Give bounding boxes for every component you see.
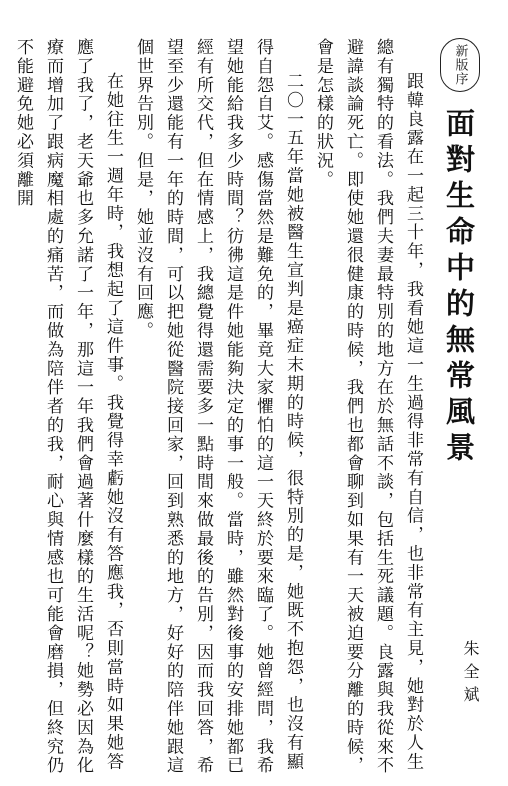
- page-title: 面對生命中的無常風景: [442, 108, 476, 468]
- paragraph-2: 二〇一五年當她被醫生宣判是癌症末期的時候，很特別的是，她既不抱怨，也沒有顯得自怨自艾。感傷當然是難免的，畢竟大家懼怕的這一天終於要來臨了。她曾經問，我希望她能給我多少時間？彷彿這是件她能夠決定的事一般。當時，雖然對後事的安排她都已經有所交代，但在情感上，我總覺得還需要多一點時間來做最後的告別，因而我回答，希望至少還能有一年的時間，可以把她從醫院接回家，回到熟悉的地方，好好的陪伴她跟這個世界告別。但是，她並沒有回應。: [133, 38, 303, 776]
- body-text: [8, 38, 428, 778]
- preface-badge: 新版序: [440, 38, 480, 92]
- author-name: 朱全斌: [461, 640, 480, 709]
- paragraph-3: 在她往生一週年時，我想起了這件事。我覺得幸虧她沒有答應我，否則當時如果她答應了我了，老天爺也多允諾了一年，那這一年我們會過著什麼樣的生活呢？她勢必因為化療而增加了跟病魔相處的痛苦，而做為陪伴者的我，耐心與情感也可能會磨損，但終究仍不能避免她必須離開: [13, 38, 123, 776]
- paragraph-1: 跟韓良露在一起三十年，我看她這一生過得非常有自信，也非常有主見，她對於人生總有獨特的看法。我們夫妻最特別的地方在於無話不談，包括生死議題。良露與我從來不避諱談論死亡。即使她還很健康的時候，我們也都會聊到如果有一天被迫要分離的時候，會是怎樣的狀況。: [313, 38, 423, 776]
